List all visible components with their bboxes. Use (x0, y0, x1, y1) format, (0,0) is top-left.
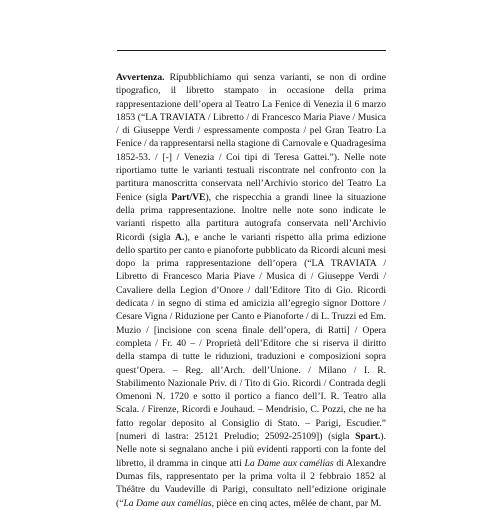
text-segment: Ripubblichiamo qui senza varianti, se non di ordine tipografico, il libretto stampato in occasione della prima rappresentazione dell’opera al Teatro La Fenice di Venezia il 6 marzo 1853 (“LA TRAVIATA / Libretto / di Francesco Maria Piave / Musica / di Giuseppe Verdi / espressamente composta / pel Gran Teatro La Fenice / da rappresentarsi nella stagione di Carnovale e Quadragesima 1852-53. / [-] / Venezia / Coi tipi di Teresa Gattei.”). Nelle note riportiamo tutte le varianti testuali riscontrate nel confronto con la partitura manoscritta conservata nell’Archivio storico del Teatro La Fenice (sigla (116, 72, 386, 203)
avvertenza-heading: Avvertenza. (116, 72, 165, 83)
avvertenza-paragraph (116, 71, 386, 510)
text-segment: , pièce en cinq actes, mêlée de chant, par M. (211, 497, 382, 509)
text-segment: ), che rispecchia a grandi linee la situazione della prima rappresentazione. Inoltre nelle note sono indicate le varianti rispetto alla partitura autografa conservata nell’Archivio Ricordi (sigla (116, 191, 386, 243)
work-title: La Dame aux camélias (244, 457, 334, 469)
siglum-part-ve: Part/VE (171, 191, 206, 203)
text-segment: ). Nelle note si segnalano anche i più evidenti rapporti con la fonte del libretto, il dramma in cinque atti (116, 431, 386, 469)
text-segment: ), e anche le varianti rispetto alla prima edizione dello spartito per canto e pianoforte pubblicato da Ricordi alcuni mesi dopo la prima rappresentazione dell’opera (“LA TRAVIATA / Libretto di Francesco Maria Piave / Musica di / Giuseppe Verdi / Cavaliere della Legion d’Onore / dall’Editore Tito di Gio. Ricordi dedicata / in segno di stima ed amicizia all’egregio signor Dottore / Cesare Vigna / Riduzione per Canto e Pianoforte / di L. Truzzi ed Em. Muzio / [incisione con scena finale dell’opera, di Ratti] / Opera completa / Fr. 40 – / Proprietà dell’Editore che si riserva il diritto della stampa di tutte le riduzioni, traduzioni e composizioni sopra quest’Opera. – Reg. all’Arch. dell’Unione. / Milano / I. R. Stabilimento Nazionale Priv. di / Tito di Gio. Ricordi / Contrada degli Omenoni N. 1720 e sotto il portico a fianco dell’I. R. Teatro alla Scala. / Firenze, Ricordi e Jouhaud. – Mendrisio, C. Pozzi, che ne ha fatto regolar deposito al Consiglio di Stato. – Parigi, Escudier.” [numeri di lastra: 25121 Preludio; 25092-25109]) (sigla (116, 231, 387, 443)
text-segment: di Alexandre Dumas fils, rappresentato per la prima volta il 2 febbraio 1852 al Théâtre du Vaudeville di Parigi, consultato nell’edizione originale (“ (116, 457, 387, 509)
work-title: La Dame aux camélias (123, 497, 212, 509)
header-rule (117, 50, 386, 51)
siglum-a: A. (175, 231, 185, 243)
siglum-spart: Spart. (355, 431, 381, 443)
